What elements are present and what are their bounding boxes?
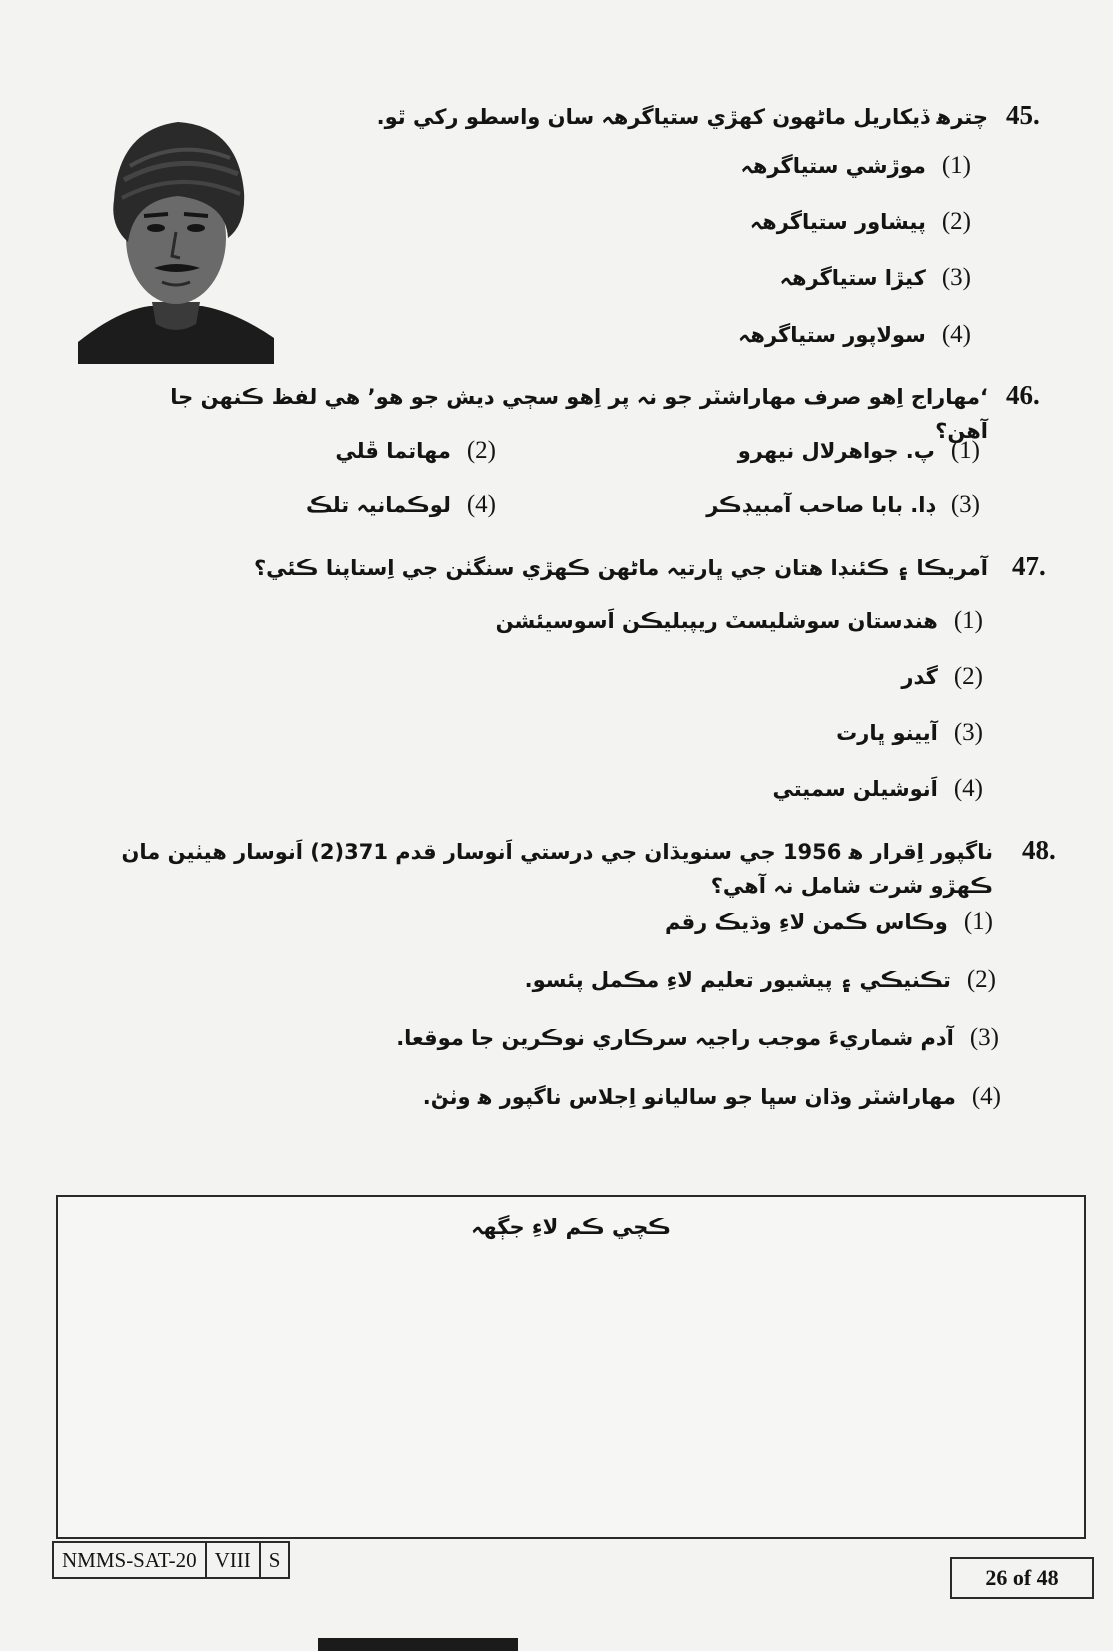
option-number: (2) [941,208,971,235]
option-number: (2) [966,966,996,993]
option-number: (4) [941,321,971,348]
option-text: ڊا. بابا صاحب آمبيڊڪر [706,493,935,517]
option-text: مهاتما ڦلي [335,439,451,463]
portrait-image [78,110,274,364]
question-text-46: ‘مهاراج اِهو صرف مهاراشٽر جو نہ پر اِهو سڄي ديش جو هو’ هي لفظ ڪنهن جا آهن؟ [170,385,988,443]
option-45-3[interactable] [780,264,971,292]
question-text-48: ناگپور اِقرار ﻫ 1956 جي سنويڌان جي درستي اَنوسار قدم 371(2) اَنوسار هيٺين مان ڪهڙو شرت شامل نہ آهي؟ [121,840,993,898]
page-number: 26 of 48 [950,1557,1094,1599]
option-46-3[interactable] [706,491,980,519]
option-47-1[interactable] [496,607,983,635]
option-number: (4) [953,775,983,802]
option-number: (3) [950,491,980,518]
option-number: (4) [971,1083,1001,1110]
question-number-45: 45. [1006,100,1040,130]
option-text: وڪاس ڪمن لاءِ وڌيڪ رقم [664,910,948,934]
question-text-47: آمريڪا ۽ ڪئنڊا هتان جي ڀارتيہ ماڻهن ڪهڙي سنگٺن جي اِستاپنا ڪئي؟ [253,556,988,580]
option-text: کيڙا ستياگرهہ [779,266,926,290]
option-47-3[interactable] [836,719,983,747]
scan-edge-mark [318,1638,518,1651]
option-48-4[interactable] [423,1083,1001,1111]
option-text: تڪنيڪي ۽ پيشيور تعليم لاءِ مڪمل پئسو. [524,968,951,992]
option-number: (4) [466,491,496,518]
option-48-3[interactable] [396,1024,999,1052]
question-number-48: 48. [1022,835,1056,865]
option-47-2[interactable] [901,663,983,691]
option-text: پ. جواهرلال نيهرو [737,439,935,463]
option-number: (1) [963,908,993,935]
option-number: (2) [466,437,496,464]
exam-code: NMMS-SAT-20 [62,1548,197,1572]
option-text: گدر [901,665,938,689]
option-number: (3) [941,264,971,291]
option-number: (3) [953,719,983,746]
exam-medium: S [259,1543,289,1577]
option-46-2[interactable] [335,437,496,465]
question-number-47: 47. [1012,551,1046,581]
option-46-4[interactable] [306,491,496,519]
option-48-2[interactable] [525,966,996,994]
option-47-4[interactable] [772,775,983,803]
footer-exam-code [52,1541,290,1579]
rough-work-title: ڪچي ڪم لاءِ جڳهہ [471,1215,671,1239]
option-text: سولاپور ستياگرهہ [738,323,926,347]
option-number: (1) [953,607,983,634]
option-text: آيينو ڀارت [836,721,938,745]
option-48-1[interactable] [665,908,993,936]
question-text-45: چترﻫ ڏيکاريل ماڻهون کهڙي ستياگرهہ سان واسطو رکي ٿو. [376,105,988,129]
option-number: (1) [941,152,971,179]
option-number: (3) [969,1024,999,1051]
option-number: (1) [950,437,980,464]
option-text: لوڪمانيہ تلڪ [306,493,451,517]
question-number-46: 46. [1006,380,1040,410]
option-text: آدم شماريءَ موجب راجيہ سرڪاري نوڪرين جا موقعا. [396,1026,954,1050]
option-text: اَنوشيلن سميتي [772,777,938,801]
option-text: پيشاور ستياگرهہ [749,210,926,234]
exam-class: VIII [205,1543,259,1577]
option-46-1[interactable] [738,437,980,465]
option-number: (2) [953,663,983,690]
option-45-1[interactable] [741,152,971,180]
option-text: هندستان سوشليسٽ ريپبليڪن اَسوسيئشن [495,609,938,633]
rough-work-box[interactable] [56,1195,1086,1539]
option-text: مهاراشٽر وڌان سڀا جو ساليانو اِجلاس ناگپور ﻫ وٺڻ. [422,1085,956,1109]
option-text: موڙشي ستياگرهہ [740,154,926,178]
option-45-4[interactable] [738,321,971,349]
option-45-2[interactable] [750,208,971,236]
